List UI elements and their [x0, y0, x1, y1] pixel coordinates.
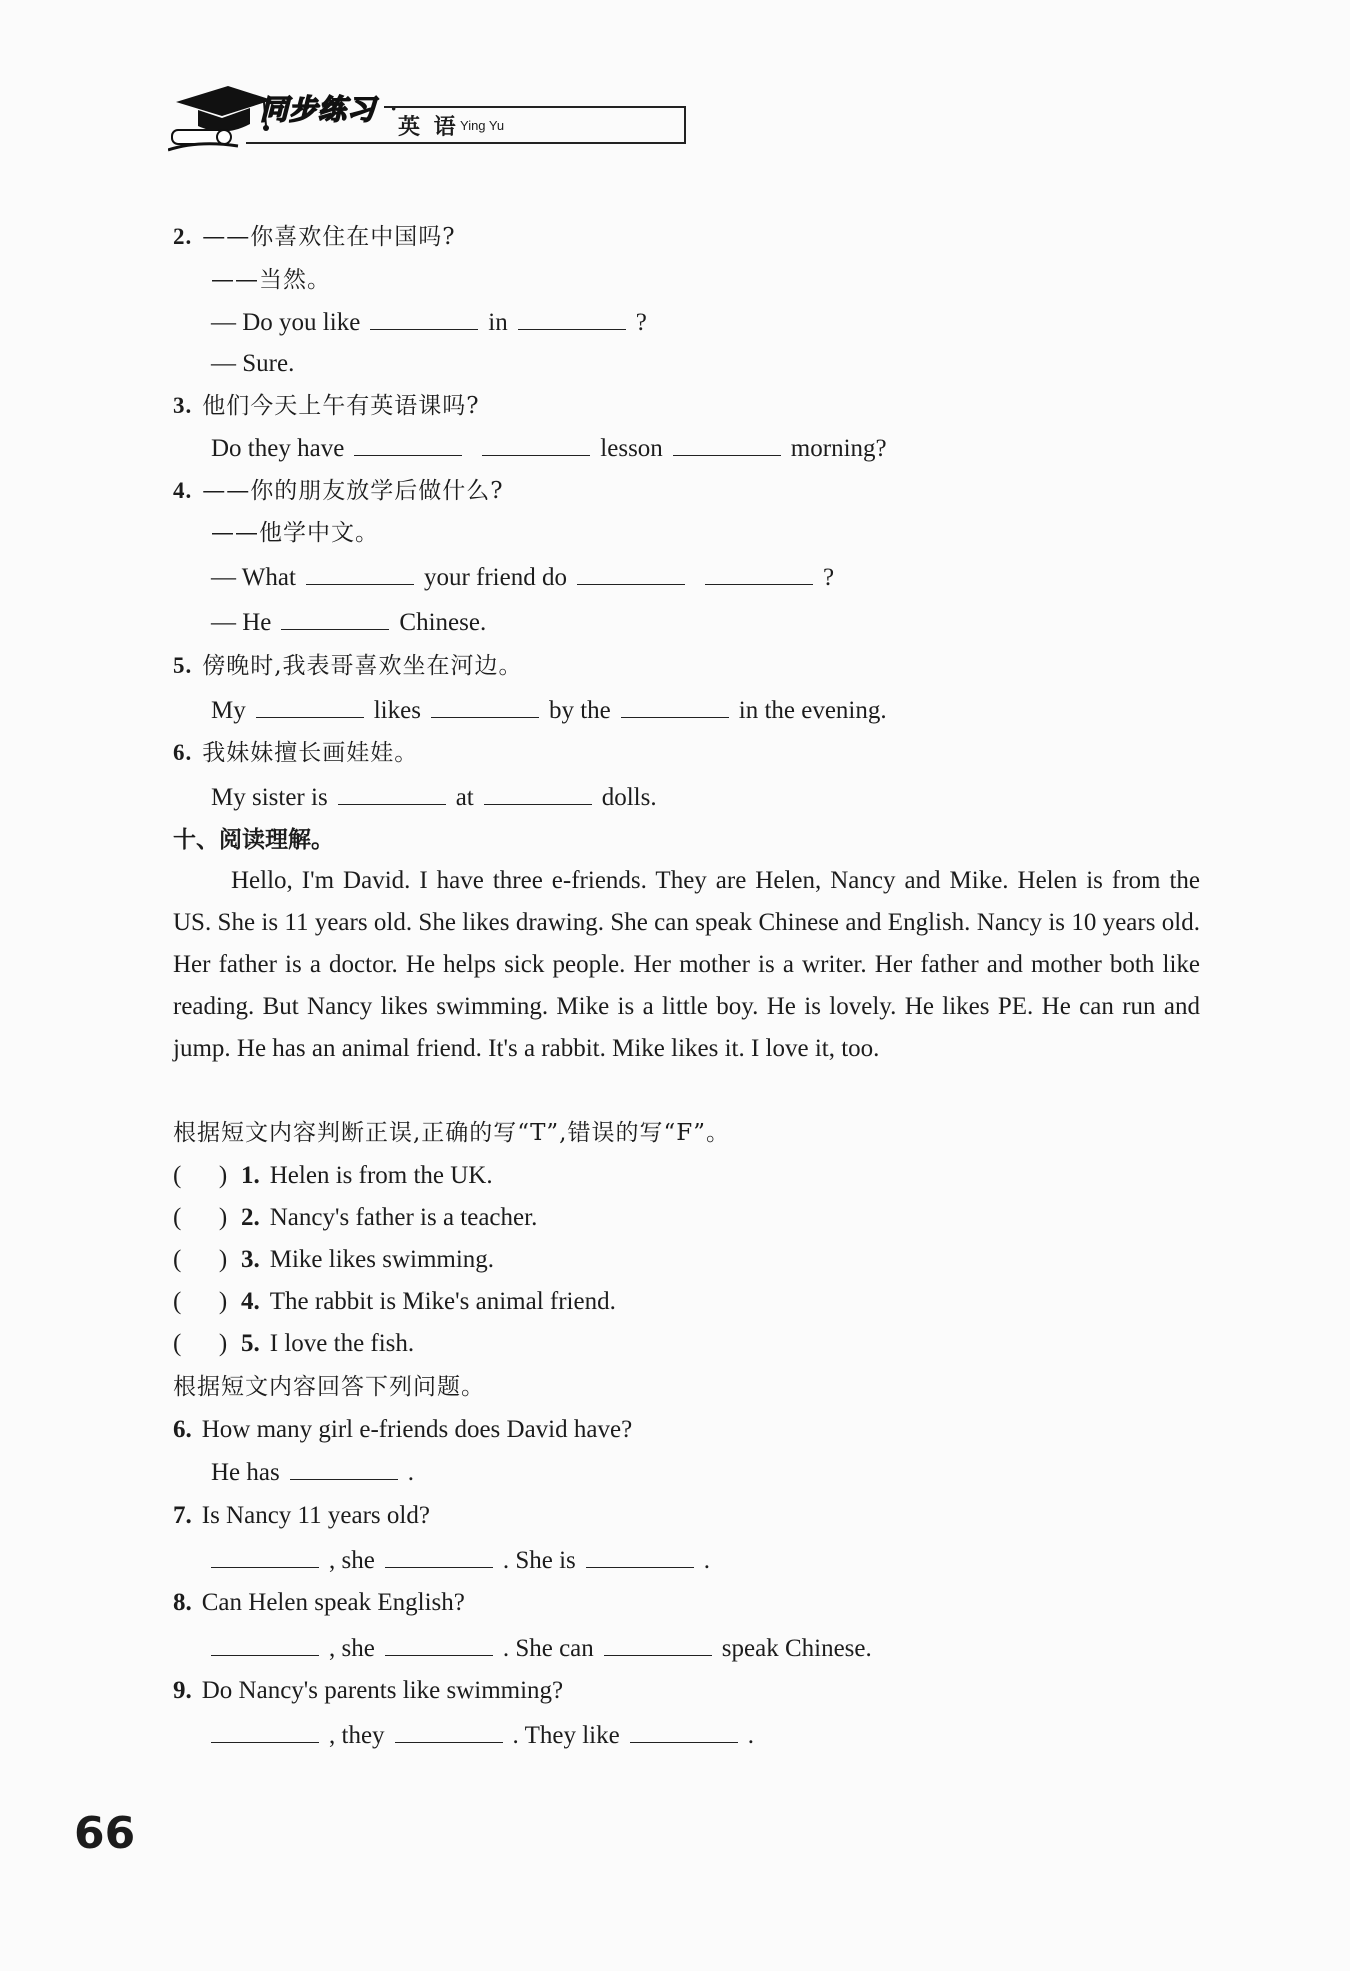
answer-blank[interactable] — [354, 433, 462, 456]
answer-blank[interactable] — [482, 433, 590, 456]
answer-blank[interactable] — [586, 1545, 694, 1568]
answer-blank[interactable] — [630, 1720, 738, 1743]
qa-answer-line: , she . She can speak Chinese. — [211, 1633, 872, 1664]
tf-item: ( ) 5. I love the fish. — [173, 1330, 415, 1357]
answer-blank[interactable] — [518, 307, 626, 330]
qa-answer-line: , she . She is . — [211, 1545, 710, 1576]
answer-blank[interactable] — [306, 562, 414, 585]
answer-blank[interactable] — [431, 695, 539, 718]
qa-instruction: 根据短文内容回答下列问题。 — [173, 1374, 485, 1400]
qa-question: 8. Can Helen speak English? — [173, 1589, 465, 1616]
answer-blank[interactable] — [385, 1545, 493, 1568]
item-2-reply: — Sure. — [211, 350, 295, 377]
answer-blank[interactable] — [211, 1545, 319, 1568]
item-4-cn-line-2: ——他学中文。 — [211, 520, 379, 546]
tf-item: ( ) 4. The rabbit is Mike's animal friend. — [173, 1288, 616, 1315]
qa-question: 9. Do Nancy's parents like swimming? — [173, 1677, 564, 1704]
answer-blank[interactable] — [290, 1457, 398, 1480]
item-6-english: My sister is at dolls. — [211, 784, 657, 811]
answer-blank[interactable] — [256, 695, 364, 718]
item-2-english: — Do you like in ? — [211, 309, 647, 336]
answer-parentheses[interactable]: ( ) — [173, 1330, 228, 1357]
header-logo — [168, 80, 528, 160]
answer-blank[interactable] — [577, 562, 685, 585]
series-title: 同步练习 — [260, 93, 377, 126]
reading-passage: Hello, I'm David. I have three e-friends. They are Helen, Nancy and Mike. Helen is from the US. She is 11 years old. She likes drawing. She can speak Chinese and English. Nancy is 10 years old. Her father is a doctor. He helps sick people. Her mother is a writer. Her father and mother both like reading. But Nancy likes swimming. Mike is a little boy. He is lovely. He likes PE. He can run and jump. He has an animal friend. It's a rabbit. Mike likes it. I love it, too. — [173, 867, 1200, 1062]
answer-blank[interactable] — [338, 782, 446, 805]
answer-parentheses[interactable]: ( ) — [173, 1288, 228, 1315]
answer-blank[interactable] — [370, 307, 478, 330]
item-4-english: — What your friend do ? — [211, 564, 835, 591]
answer-parentheses[interactable]: ( ) — [173, 1246, 228, 1273]
subject-pinyin: Ying Yu — [460, 118, 505, 133]
subject-cn: 英 语 — [398, 115, 459, 140]
answer-parentheses[interactable]: ( ) — [173, 1204, 228, 1231]
qa-question: 6. How many girl e-friends does David have? — [173, 1416, 633, 1443]
answer-parentheses[interactable]: ( ) — [173, 1162, 228, 1189]
answer-blank[interactable] — [604, 1633, 712, 1656]
qa-question: 7. Is Nancy 11 years old? — [173, 1502, 430, 1529]
answer-blank[interactable] — [621, 695, 729, 718]
tf-item: ( ) 1. Helen is from the UK. — [173, 1162, 493, 1189]
section-heading: 十、阅读理解。 — [173, 827, 334, 853]
item-6-cn: 6. 我妹妹擅长画娃娃。 — [173, 740, 419, 766]
item-4-reply: — He Chinese. — [211, 609, 487, 636]
title-dot: · — [390, 96, 398, 121]
item-2-cn-line-2: ——当然。 — [211, 267, 331, 293]
item-2-cn-line-1: 2. ——你喜欢住在中国吗? — [173, 224, 456, 250]
answer-blank[interactable] — [211, 1720, 319, 1743]
answer-blank[interactable] — [385, 1633, 493, 1656]
answer-blank[interactable] — [211, 1633, 319, 1656]
answer-blank[interactable] — [705, 562, 813, 585]
answer-blank[interactable] — [281, 607, 389, 630]
qa-answer-line: , they . They like . — [211, 1720, 754, 1751]
qa-answer-line: He has . — [211, 1459, 414, 1486]
item-3-cn: 3. 他们今天上午有英语课吗? — [173, 393, 480, 419]
answer-blank[interactable] — [673, 433, 781, 456]
header-underline — [246, 142, 684, 144]
tf-item: ( ) 2. Nancy's father is a teacher. — [173, 1204, 538, 1231]
item-5-cn: 5. 傍晚时,我表哥喜欢坐在河边。 — [173, 653, 523, 679]
page-number: 66 — [74, 1808, 136, 1859]
item-4-cn-line-1: 4. ——你的朋友放学后做什么? — [173, 478, 504, 504]
tf-instruction: 根据短文内容判断正误,正确的写“T”,错误的写“F”。 — [173, 1120, 730, 1146]
item-3-english: Do they have lesson morning? — [211, 435, 887, 462]
item-5-english: My likes by the in the evening. — [211, 697, 887, 724]
tf-item: ( ) 3. Mike likes swimming. — [173, 1246, 495, 1273]
answer-blank[interactable] — [484, 782, 592, 805]
answer-blank[interactable] — [395, 1720, 503, 1743]
